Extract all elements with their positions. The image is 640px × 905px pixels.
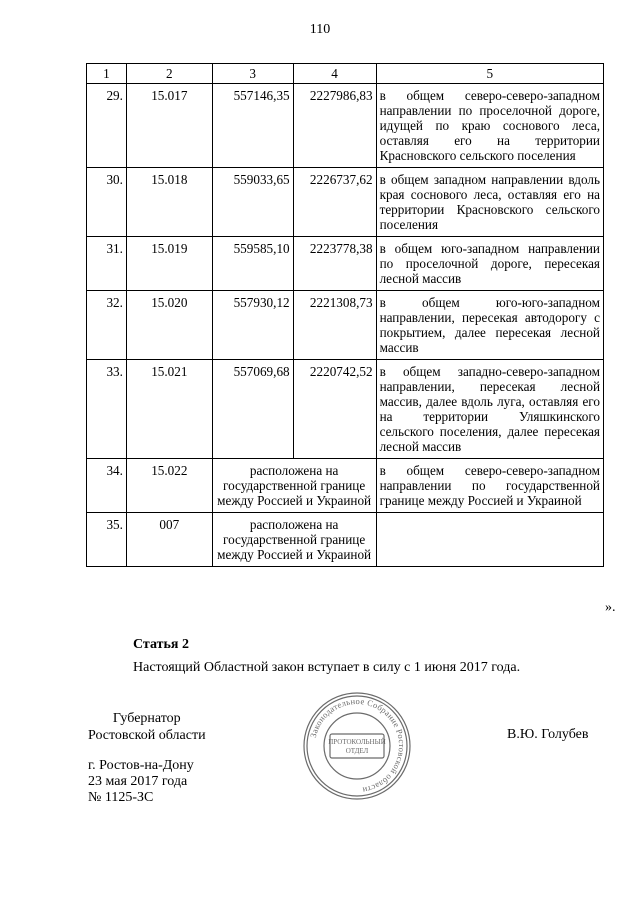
row-number: 35.: [87, 513, 127, 567]
coordinate-y: 2223778,38: [293, 237, 376, 291]
route-description: в общем северо-северо-западном направлении по проселочной дороге, идущей по краю соснового леса, оставляя его на территории Красновского сельского поселения: [376, 84, 603, 168]
row-number: 34.: [87, 459, 127, 513]
table-row: [87, 360, 604, 459]
row-number: 33.: [87, 360, 127, 459]
table-row: [87, 84, 604, 168]
closing-quote: ».: [605, 600, 616, 615]
seal-center-line-1: ПРОТОКОЛЬНЫЙ: [328, 738, 386, 746]
border-location-note: расположена на государственной границе между Россией и Украиной: [212, 513, 376, 567]
coordinate-x: 557069,68: [212, 360, 293, 459]
route-description: в общем северо-северо-западном направлении по государственной границе между Россией и Украиной: [376, 459, 603, 513]
table-row: [87, 459, 604, 513]
row-number: 30.: [87, 168, 127, 237]
coordinate-y: 2226737,62: [293, 168, 376, 237]
column-header-4: 4: [293, 64, 376, 84]
page-number: 110: [309, 22, 331, 37]
article-title: Статья 2: [133, 637, 189, 652]
route-description: в общем западно-северо-западном направлении, пересекая лесной массив, далее вдоль луга, оставляя его на территории Уляшкинского сельского поселения, далее пересекая лесной массив: [376, 360, 603, 459]
point-code: 15.021: [126, 360, 212, 459]
column-header-5: 5: [376, 64, 603, 84]
column-header-1: 1: [87, 64, 127, 84]
route-description: [376, 513, 603, 567]
row-number: 29.: [87, 84, 127, 168]
coordinate-x: 559033,65: [212, 168, 293, 237]
coordinate-y: 2227986,83: [293, 84, 376, 168]
signing-date: 23 мая 2017 года: [88, 774, 188, 789]
table-row: [87, 513, 604, 567]
place-date-block: [88, 758, 194, 806]
boundary-points-table: [86, 63, 604, 567]
seal-graphic: [304, 693, 410, 799]
border-location-note: расположена на государственной границе между Россией и Украиной: [212, 459, 376, 513]
row-number: 31.: [87, 237, 127, 291]
coordinate-y: 2221308,73: [293, 291, 376, 360]
coordinate-y: 2220742,52: [293, 360, 376, 459]
point-code: 007: [126, 513, 212, 567]
column-header-3: 3: [212, 64, 293, 84]
route-description: в общем западном направлении вдоль края соснового леса, оставляя его на территории Красновского сельского поселения: [376, 168, 603, 237]
route-description: в общем юго-юго-западном направлении, пересекая автодорогу с покрытием, далее пересекая лесной массив: [376, 291, 603, 360]
signatory-name: В.Ю. Голубев: [507, 727, 589, 742]
position-line-1: Губернатор: [112, 711, 181, 726]
row-number: 32.: [87, 291, 127, 360]
point-code: 15.018: [126, 168, 212, 237]
position-line-2: Ростовской области: [88, 728, 206, 743]
point-code: 15.020: [126, 291, 212, 360]
coordinate-x: 557146,35: [212, 84, 293, 168]
point-code: 15.019: [126, 237, 212, 291]
seal-center-line-2: ОТДЕЛ: [345, 747, 369, 755]
signatory-position: [88, 710, 206, 744]
route-description: в общем юго-западном направлении по проселочной дороге, пересекая лесной массив: [376, 237, 603, 291]
table-header-row: [87, 64, 604, 84]
coordinate-x: 557930,12: [212, 291, 293, 360]
point-code: 15.017: [126, 84, 212, 168]
article-text: Настоящий Областной закон вступает в силу с 1 июня 2017 года.: [133, 660, 521, 675]
seal-ring-text: Законодательное Собрание Ростовской области: [307, 695, 408, 796]
table-row: [87, 237, 604, 291]
coordinate-x: 559585,10: [212, 237, 293, 291]
official-seal-stamp: [301, 690, 413, 802]
point-code: 15.022: [126, 459, 212, 513]
city: г. Ростов-на-Дону: [88, 758, 194, 773]
table-row: [87, 168, 604, 237]
column-header-2: 2: [126, 64, 212, 84]
table-row: [87, 291, 604, 360]
law-number: № 1125-ЗС: [88, 790, 154, 805]
